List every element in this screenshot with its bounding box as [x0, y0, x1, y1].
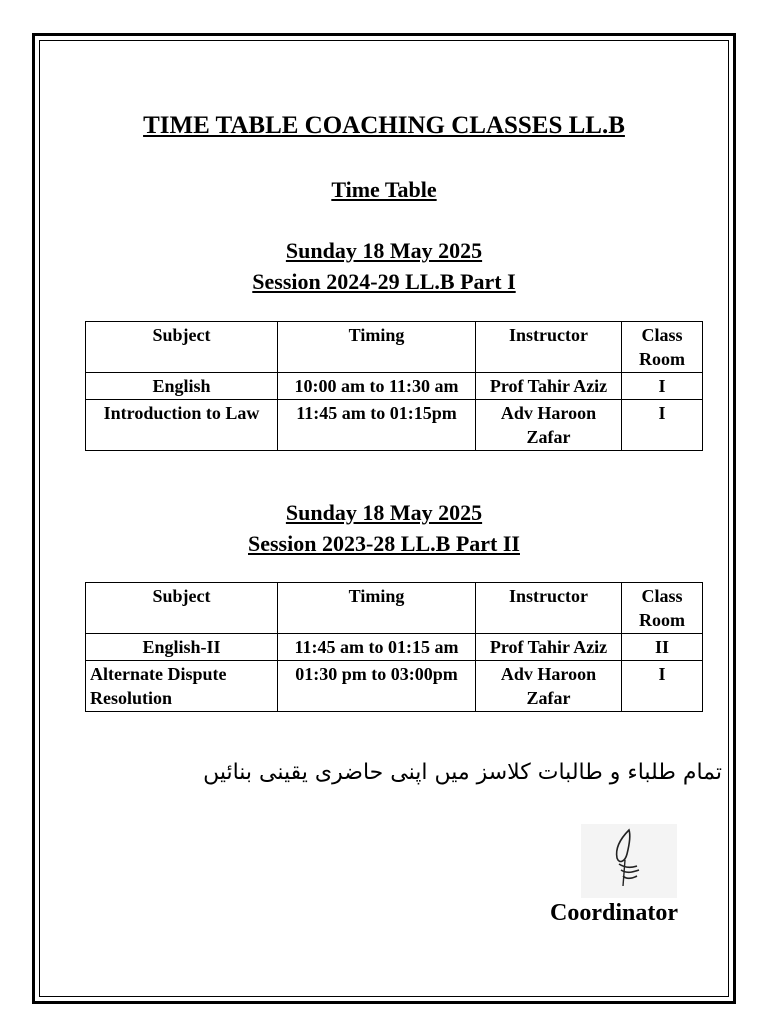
column-header-timing: Timing: [278, 583, 476, 634]
cell-instructor: Prof Tahir Aziz: [476, 634, 622, 661]
cell-timing: 01:30 pm to 03:00pm: [278, 661, 476, 712]
column-header-instructor: Instructor: [476, 583, 622, 634]
table-header-row: [86, 583, 703, 634]
signature-image: [581, 824, 677, 898]
cell-subject: English: [86, 373, 278, 400]
column-header-class-room: Class Room: [622, 583, 703, 634]
table-row: [86, 400, 703, 451]
table-row: [86, 661, 703, 712]
column-header-timing: Timing: [278, 322, 476, 373]
column-header-instructor: Instructor: [476, 322, 622, 373]
session-2-date: Sunday 18 May 2025: [285, 500, 483, 525]
session-1-date: Sunday 18 May 2025: [285, 238, 483, 263]
cell-timing: 10:00 am to 11:30 am: [278, 373, 476, 400]
coordinator-label: Coordinator: [550, 900, 678, 926]
cell-room: I: [622, 400, 703, 451]
session-2-timetable: [85, 582, 703, 712]
cell-instructor: Adv Haroon Zafar: [476, 400, 622, 451]
table-row: [86, 634, 703, 661]
cell-room: II: [622, 634, 703, 661]
table-header-row: [86, 322, 703, 373]
attendance-notice: تمام طلباء و طالبات کلاسز میں اپنی حاضری یقینی بنائیں: [203, 760, 722, 785]
column-header-subject: Subject: [86, 322, 278, 373]
cell-room: I: [622, 373, 703, 400]
cell-timing: 11:45 am to 01:15 am: [278, 634, 476, 661]
session-1-timetable: [85, 321, 703, 451]
cell-instructor: Adv Haroon Zafar: [476, 661, 622, 712]
session-2-title: Session 2023-28 LL.B Part II: [248, 531, 520, 556]
column-header-subject: Subject: [86, 583, 278, 634]
cell-timing: 11:45 am to 01:15pm: [278, 400, 476, 451]
session-1-title: Session 2024-29 LL.B Part I: [252, 269, 516, 294]
cell-instructor: Prof Tahir Aziz: [476, 373, 622, 400]
sub-title: Time Table: [331, 177, 437, 202]
column-header-class-room: Class Room: [622, 322, 703, 373]
table-row: [86, 373, 703, 400]
cell-room: I: [622, 661, 703, 712]
cell-subject: Introduction to Law: [86, 400, 278, 451]
main-title: TIME TABLE COACHING CLASSES LL.B: [143, 112, 625, 139]
cell-subject: Alternate Dispute Resolution: [86, 661, 278, 712]
cell-subject: English-II: [86, 634, 278, 661]
